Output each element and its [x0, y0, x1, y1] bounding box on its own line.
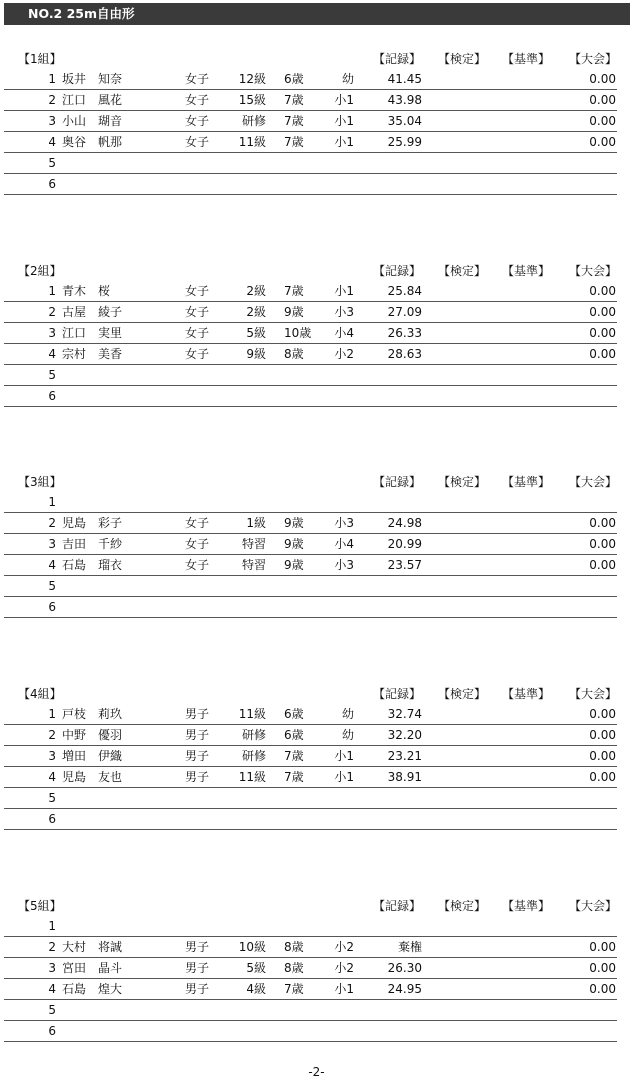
record-header: 【記録】 — [372, 475, 421, 489]
heat-name: 【5組】 — [18, 899, 62, 913]
taikai-cell: 0.00 — [589, 940, 616, 954]
grade-cell: 1級 — [246, 516, 266, 530]
lane-number: 3 — [48, 326, 56, 340]
swimmer-name: 児島 友也 — [62, 770, 123, 784]
record-cell: 20.99 — [387, 537, 422, 551]
taikai-cell: 0.00 — [589, 961, 616, 975]
swimmer-name: 中野 優羽 — [62, 728, 123, 742]
kentei-header: 【検定】 — [437, 52, 486, 66]
record-cell: 25.99 — [387, 135, 422, 149]
taikai-cell: 0.00 — [589, 347, 616, 361]
swimmer-name: 江口 実里 — [62, 326, 123, 340]
taikai-cell: 0.00 — [589, 114, 616, 128]
record-cell: 25.84 — [387, 284, 422, 298]
swimmer-name: 宮田 晶斗 — [62, 961, 123, 975]
swimmer-name: 江口 風花 — [62, 93, 123, 107]
table-row — [4, 344, 617, 365]
grade-cell: 10級 — [238, 940, 266, 954]
table-row — [4, 725, 617, 746]
grade-cell: 研修 — [241, 728, 266, 742]
table-row — [4, 788, 617, 809]
lane-number: 1 — [48, 919, 56, 933]
lane-number: 6 — [48, 600, 56, 614]
school-year-cell: 小3 — [334, 305, 354, 319]
table-row — [4, 323, 617, 344]
table-row — [4, 302, 617, 323]
lane-number: 6 — [48, 812, 56, 826]
heat-name: 【3組】 — [18, 475, 62, 489]
lane-number: 6 — [48, 177, 56, 191]
school-year-cell: 小1 — [334, 284, 354, 298]
lane-number: 1 — [48, 72, 56, 86]
lane-number: 6 — [48, 1024, 56, 1038]
school-year-cell: 小1 — [334, 982, 354, 996]
table-row — [4, 576, 617, 597]
taikai-cell: 0.00 — [589, 516, 616, 530]
lane-number: 3 — [48, 537, 56, 551]
taikai-cell: 0.00 — [589, 72, 616, 86]
kijun-header: 【基準】 — [501, 899, 550, 913]
kentei-header: 【検定】 — [437, 687, 486, 701]
swimmer-name: 吉田 千紗 — [62, 537, 123, 551]
record-header: 【記録】 — [372, 264, 421, 278]
sex-cell: 男子 — [185, 770, 210, 784]
table-row — [4, 704, 617, 725]
kijun-header: 【基準】 — [501, 52, 550, 66]
sex-cell: 女子 — [185, 537, 210, 551]
taikai-cell: 0.00 — [589, 770, 616, 784]
grade-cell: 5級 — [246, 326, 266, 340]
lane-number: 2 — [48, 940, 56, 954]
table-row — [4, 281, 617, 302]
lane-number: 1 — [48, 707, 56, 721]
taikai-cell: 0.00 — [589, 749, 616, 763]
heat-header — [0, 261, 633, 281]
record-cell: 24.95 — [387, 982, 422, 996]
age-cell: 9歳 — [284, 516, 304, 530]
age-cell: 7歳 — [284, 770, 304, 784]
school-year-cell: 小1 — [334, 135, 354, 149]
lane-number: 3 — [48, 961, 56, 975]
school-year-cell: 小4 — [334, 326, 354, 340]
table-row — [4, 555, 617, 576]
swimmer-name: 石島 瑠衣 — [62, 558, 123, 572]
age-cell: 8歳 — [284, 940, 304, 954]
lane-number: 4 — [48, 558, 56, 572]
grade-cell: 5級 — [246, 961, 266, 975]
sex-cell: 女子 — [185, 558, 210, 572]
swimmer-name: 古屋 綾子 — [62, 305, 123, 319]
grade-cell: 11級 — [238, 707, 266, 721]
age-cell: 6歳 — [284, 72, 304, 86]
table-row — [4, 597, 617, 618]
kentei-header: 【検定】 — [437, 264, 486, 278]
lane-number: 5 — [48, 156, 56, 170]
sex-cell: 女子 — [185, 114, 210, 128]
taikai-cell: 0.00 — [589, 93, 616, 107]
table-row — [4, 1021, 617, 1042]
school-year-cell: 小2 — [334, 961, 354, 975]
swimmer-name: 坂井 知奈 — [62, 72, 123, 86]
table-row — [4, 916, 617, 937]
kijun-header: 【基準】 — [501, 687, 550, 701]
school-year-cell: 小1 — [334, 114, 354, 128]
swimmer-name: 増田 伊織 — [62, 749, 123, 763]
lane-number: 2 — [48, 728, 56, 742]
table-row — [4, 1000, 617, 1021]
record-cell: 26.30 — [387, 961, 422, 975]
sex-cell: 女子 — [185, 305, 210, 319]
lane-number: 5 — [48, 368, 56, 382]
table-row — [4, 111, 617, 132]
swimmer-name: 青木 桜 — [62, 284, 111, 298]
swimmer-name: 宗村 美香 — [62, 347, 123, 361]
table-row — [4, 365, 617, 386]
kentei-header: 【検定】 — [437, 475, 486, 489]
table-row — [4, 746, 617, 767]
sex-cell: 女子 — [185, 347, 210, 361]
grade-cell: 15級 — [238, 93, 266, 107]
taikai-cell: 0.00 — [589, 558, 616, 572]
sex-cell: 男子 — [185, 982, 210, 996]
table-row — [4, 386, 617, 407]
sex-cell: 女子 — [185, 72, 210, 86]
heat-group-2 — [0, 261, 633, 421]
grade-cell: 4級 — [246, 982, 266, 996]
sex-cell: 女子 — [185, 135, 210, 149]
record-cell: 23.57 — [387, 558, 422, 572]
table-row — [4, 958, 617, 979]
grade-cell: 12級 — [238, 72, 266, 86]
table-row — [4, 937, 617, 958]
table-row — [4, 153, 617, 174]
age-cell: 7歳 — [284, 114, 304, 128]
record-cell: 32.20 — [387, 728, 422, 742]
taikai-cell: 0.00 — [589, 305, 616, 319]
lane-number: 4 — [48, 135, 56, 149]
lane-number: 5 — [48, 579, 56, 593]
swimmer-name: 奥谷 帆那 — [62, 135, 123, 149]
age-cell: 6歳 — [284, 728, 304, 742]
lane-number: 6 — [48, 389, 56, 403]
heat-group-3 — [0, 472, 633, 632]
sex-cell: 女子 — [185, 516, 210, 530]
sex-cell: 女子 — [185, 284, 210, 298]
age-cell: 7歳 — [284, 93, 304, 107]
record-cell: 棄権 — [397, 940, 422, 954]
record-cell: 35.04 — [387, 114, 422, 128]
school-year-cell: 幼 — [341, 707, 354, 721]
grade-cell: 11級 — [238, 770, 266, 784]
record-cell: 24.98 — [387, 516, 422, 530]
school-year-cell: 小2 — [334, 347, 354, 361]
record-cell: 41.45 — [387, 72, 422, 86]
age-cell: 7歳 — [284, 284, 304, 298]
swimmer-name: 児島 彩子 — [62, 516, 123, 530]
taikai-header: 【大会】 — [568, 475, 617, 489]
school-year-cell: 小3 — [334, 558, 354, 572]
age-cell: 6歳 — [284, 707, 304, 721]
school-year-cell: 小3 — [334, 516, 354, 530]
swimmer-name: 石島 煌大 — [62, 982, 123, 996]
page-number: -2- — [308, 1065, 325, 1079]
sex-cell: 男子 — [185, 728, 210, 742]
lane-number: 2 — [48, 305, 56, 319]
taikai-cell: 0.00 — [589, 537, 616, 551]
sex-cell: 男子 — [185, 961, 210, 975]
age-cell: 10歳 — [284, 326, 312, 340]
swimmer-name: 小山 瑚音 — [62, 114, 123, 128]
swimmer-name: 大村 将誠 — [62, 940, 123, 954]
heat-group-4 — [0, 684, 633, 844]
school-year-cell: 幼 — [341, 72, 354, 86]
table-row — [4, 69, 617, 90]
table-row — [4, 174, 617, 195]
heat-name: 【4組】 — [18, 687, 62, 701]
school-year-cell: 小1 — [334, 749, 354, 763]
table-row — [4, 809, 617, 830]
grade-cell: 11級 — [238, 135, 266, 149]
age-cell: 8歳 — [284, 961, 304, 975]
grade-cell: 特習 — [241, 537, 266, 551]
taikai-header: 【大会】 — [568, 687, 617, 701]
taikai-cell: 0.00 — [589, 728, 616, 742]
record-header: 【記録】 — [372, 687, 421, 701]
grade-cell: 研修 — [241, 749, 266, 763]
grade-cell: 2級 — [246, 284, 266, 298]
table-row — [4, 534, 617, 555]
lane-number: 4 — [48, 770, 56, 784]
sex-cell: 男子 — [185, 749, 210, 763]
age-cell: 7歳 — [284, 749, 304, 763]
record-cell: 27.09 — [387, 305, 422, 319]
school-year-cell: 小2 — [334, 940, 354, 954]
sex-cell: 女子 — [185, 93, 210, 107]
table-row — [4, 90, 617, 111]
age-cell: 9歳 — [284, 537, 304, 551]
school-year-cell: 幼 — [341, 728, 354, 742]
age-cell: 8歳 — [284, 347, 304, 361]
lane-number: 3 — [48, 114, 56, 128]
heat-group-1 — [0, 49, 633, 209]
lane-number: 3 — [48, 749, 56, 763]
sex-cell: 男子 — [185, 707, 210, 721]
age-cell: 9歳 — [284, 305, 304, 319]
record-cell: 32.74 — [387, 707, 422, 721]
lane-number: 5 — [48, 791, 56, 805]
table-row — [4, 492, 617, 513]
age-cell: 9歳 — [284, 558, 304, 572]
heat-header — [0, 49, 633, 69]
lane-number: 1 — [48, 284, 56, 298]
heat-header — [0, 472, 633, 492]
lane-number: 2 — [48, 93, 56, 107]
lane-number: 1 — [48, 495, 56, 509]
record-cell: 26.33 — [387, 326, 422, 340]
taikai-cell: 0.00 — [589, 707, 616, 721]
swimmer-name: 戸枝 莉玖 — [62, 707, 123, 721]
event-title: NO.2 25m自由形 — [4, 3, 630, 25]
lane-number: 4 — [48, 347, 56, 361]
table-row — [4, 132, 617, 153]
lane-number: 2 — [48, 516, 56, 530]
grade-cell: 特習 — [241, 558, 266, 572]
kijun-header: 【基準】 — [501, 264, 550, 278]
age-cell: 7歳 — [284, 982, 304, 996]
school-year-cell: 小1 — [334, 93, 354, 107]
record-cell: 23.21 — [387, 749, 422, 763]
taikai-cell: 0.00 — [589, 135, 616, 149]
record-cell: 43.98 — [387, 93, 422, 107]
taikai-header: 【大会】 — [568, 899, 617, 913]
grade-cell: 9級 — [246, 347, 266, 361]
heat-name: 【2組】 — [18, 264, 62, 278]
lane-number: 5 — [48, 1003, 56, 1017]
grade-cell: 2級 — [246, 305, 266, 319]
kentei-header: 【検定】 — [437, 899, 486, 913]
record-header: 【記録】 — [372, 52, 421, 66]
heat-header — [0, 896, 633, 916]
heat-name: 【1組】 — [18, 52, 62, 66]
sex-cell: 女子 — [185, 326, 210, 340]
record-header: 【記録】 — [372, 899, 421, 913]
table-row — [4, 767, 617, 788]
lane-number: 4 — [48, 982, 56, 996]
taikai-header: 【大会】 — [568, 264, 617, 278]
taikai-cell: 0.00 — [589, 284, 616, 298]
age-cell: 7歳 — [284, 135, 304, 149]
record-cell: 38.91 — [387, 770, 422, 784]
kijun-header: 【基準】 — [501, 475, 550, 489]
school-year-cell: 小4 — [334, 537, 354, 551]
table-row — [4, 513, 617, 534]
heat-group-5 — [0, 896, 633, 1056]
heat-header — [0, 684, 633, 704]
table-row — [4, 979, 617, 1000]
record-cell: 28.63 — [387, 347, 422, 361]
grade-cell: 研修 — [241, 114, 266, 128]
taikai-header: 【大会】 — [568, 52, 617, 66]
school-year-cell: 小1 — [334, 770, 354, 784]
taikai-cell: 0.00 — [589, 326, 616, 340]
sex-cell: 男子 — [185, 940, 210, 954]
taikai-cell: 0.00 — [589, 982, 616, 996]
